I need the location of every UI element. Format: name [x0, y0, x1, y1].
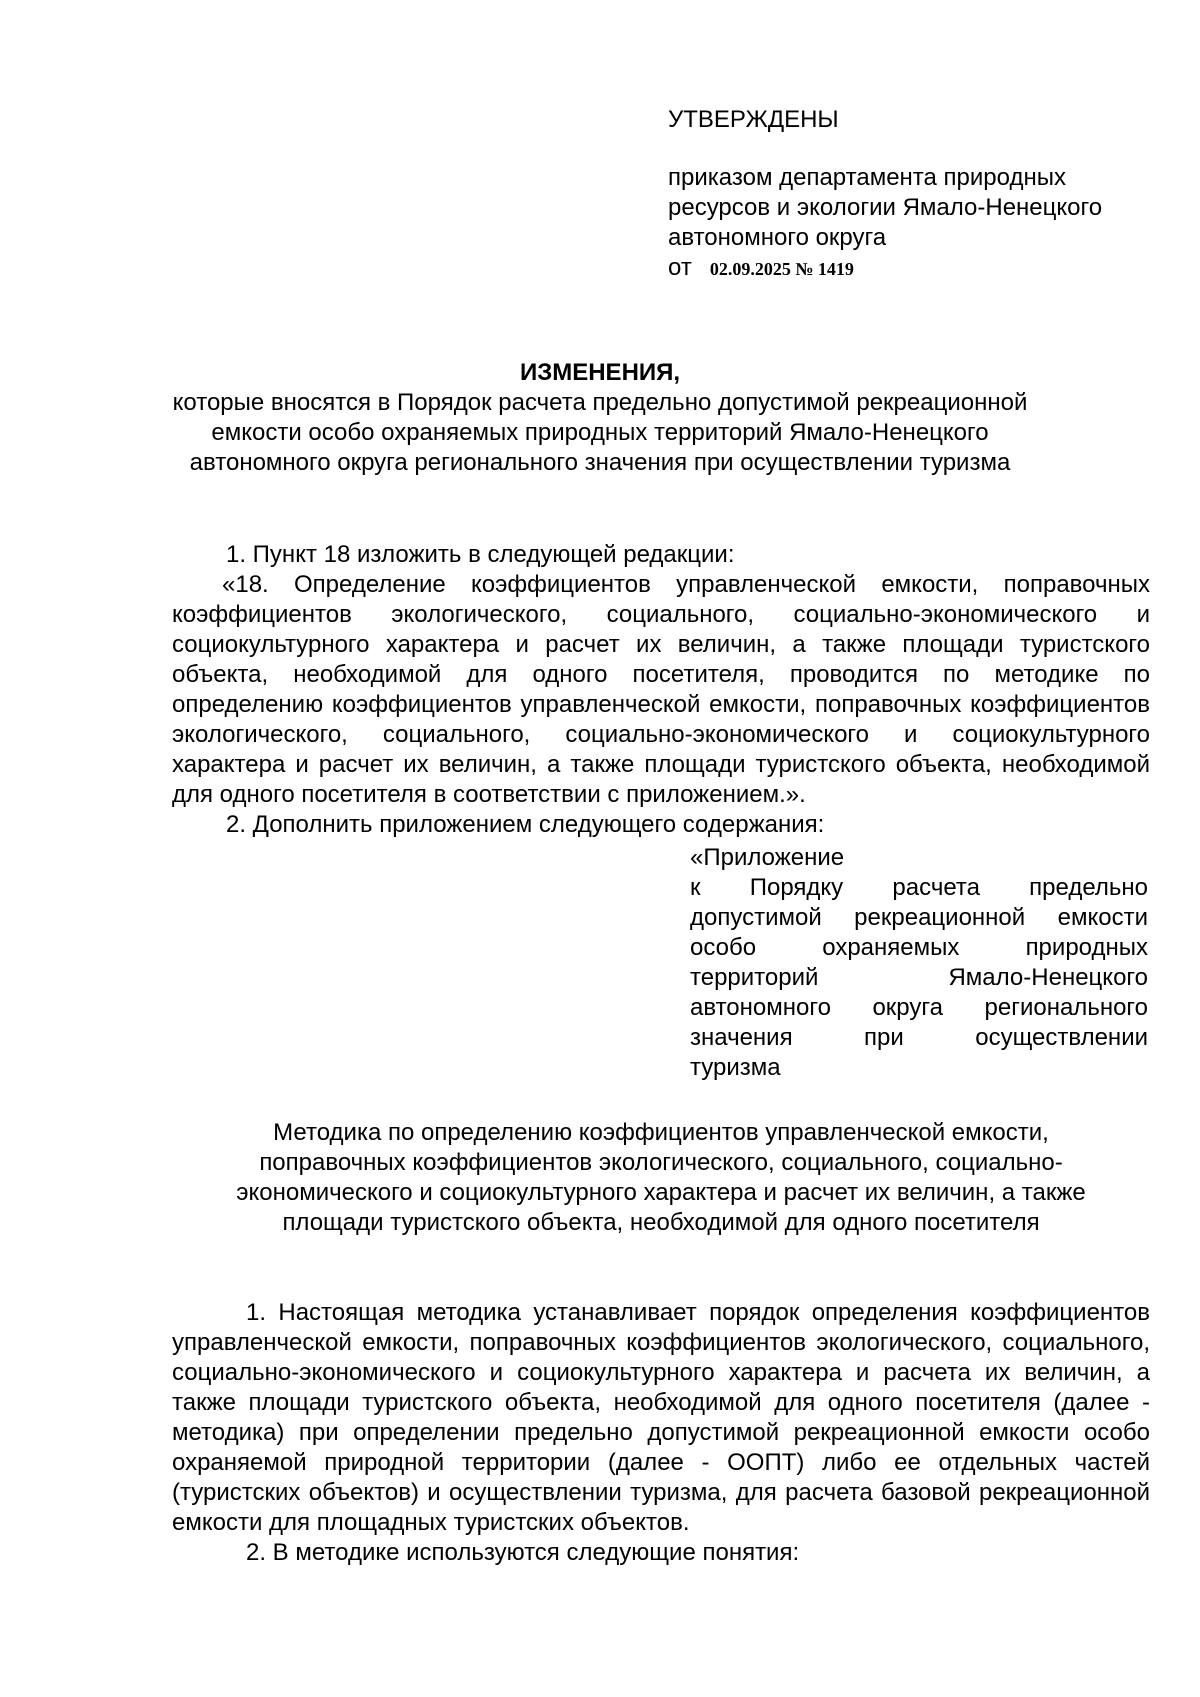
title-main: ИЗМЕНЕНИЯ,: [519, 359, 681, 386]
appendix-header: [690, 843, 1148, 1083]
appendix-label: «Приложение: [690, 844, 845, 871]
appendix-body: к Порядку расчета предельно допустимой рекреационной емкости особо охраняемых природных территорий Ямало-Ненецкого автономного округа регионального значения при осуществлении: [690, 874, 1148, 1051]
approval-from-label: от: [668, 254, 692, 281]
document-title: [140, 358, 1060, 478]
methodology-title-line: площади туристского объекта, необходимой для одного посетителя: [282, 1209, 1040, 1236]
appendix-tail: туризма: [690, 1054, 781, 1081]
methodology-item-1: 1. Настоящая методика устанавливает порядок определения коэффициентов управленческой емкости, поправочных коэффициентов экологического, социального, социально-экономического и социокультурного характера и расчета их величин, а также площади туристского объекта, необходимой для одного посетителя (далее - методика) при определении предельно допустимой рекреационной емкости особо охраняемой природной территории (далее - ООПТ) либо ее отдельных частей (туристских объектов) и осуществлении туризма, для расчета базовой рекреационной емкости для площадных туристских объектов.: [172, 1299, 1150, 1536]
changes-section: [172, 540, 1150, 840]
approval-date-number: 02.09.2025 № 1419: [709, 259, 854, 279]
change-item-1-text: «18. Определение коэффициентов управленческой емкости, поправочных коэффициентов экологического, социального, социально-экономического и социокультурного характера и расчет их величин, а также площади туристского объекта, необходимой для одного посетителя, проводится по методике по определению коэффициентов управленческой емкости, поправочных коэффициентов экологического, социального, социально-экономического и социокультурного характера и расчет их величин, а также площади туристского объекта, необходимой для одного посетителя в соответствии с приложением.».: [172, 571, 1150, 808]
approval-block: [668, 105, 1168, 284]
approval-org-line: приказом департамента природных: [668, 164, 1066, 191]
methodology-section: [172, 1298, 1150, 1568]
methodology-title: [172, 1118, 1150, 1238]
approval-number-line: [668, 253, 1168, 284]
title-sub-line: емкости особо охраняемых природных территорий Ямало-Ненецкого: [211, 419, 989, 446]
approval-org-line: ресурсов и экологии Ямало-Ненецкого: [668, 194, 1103, 221]
title-sub-line: которые вносятся в Порядок расчета предельно допустимой рекреационной: [172, 389, 1028, 416]
change-item-2: 2. Дополнить приложением следующего содержания:: [226, 811, 825, 838]
methodology-item-2: 2. В методике используются следующие понятия:: [246, 1539, 800, 1566]
title-sub-line: автономного округа регионального значения при осуществлении туризма: [189, 449, 1011, 476]
approval-org-line: автономного округа: [668, 224, 887, 251]
change-item-1: 1. Пункт 18 изложить в следующей редакции:: [226, 541, 735, 568]
methodology-title-line: поправочных коэффициентов экологического, социального, социально-: [259, 1149, 1063, 1176]
approval-heading: УТВЕРЖДЕНЫ: [668, 106, 839, 133]
methodology-title-line: экономического и социокультурного характера и расчет их величин, а также: [236, 1179, 1086, 1206]
methodology-title-line: Методика по определению коэффициентов управленческой емкости,: [273, 1119, 1049, 1146]
